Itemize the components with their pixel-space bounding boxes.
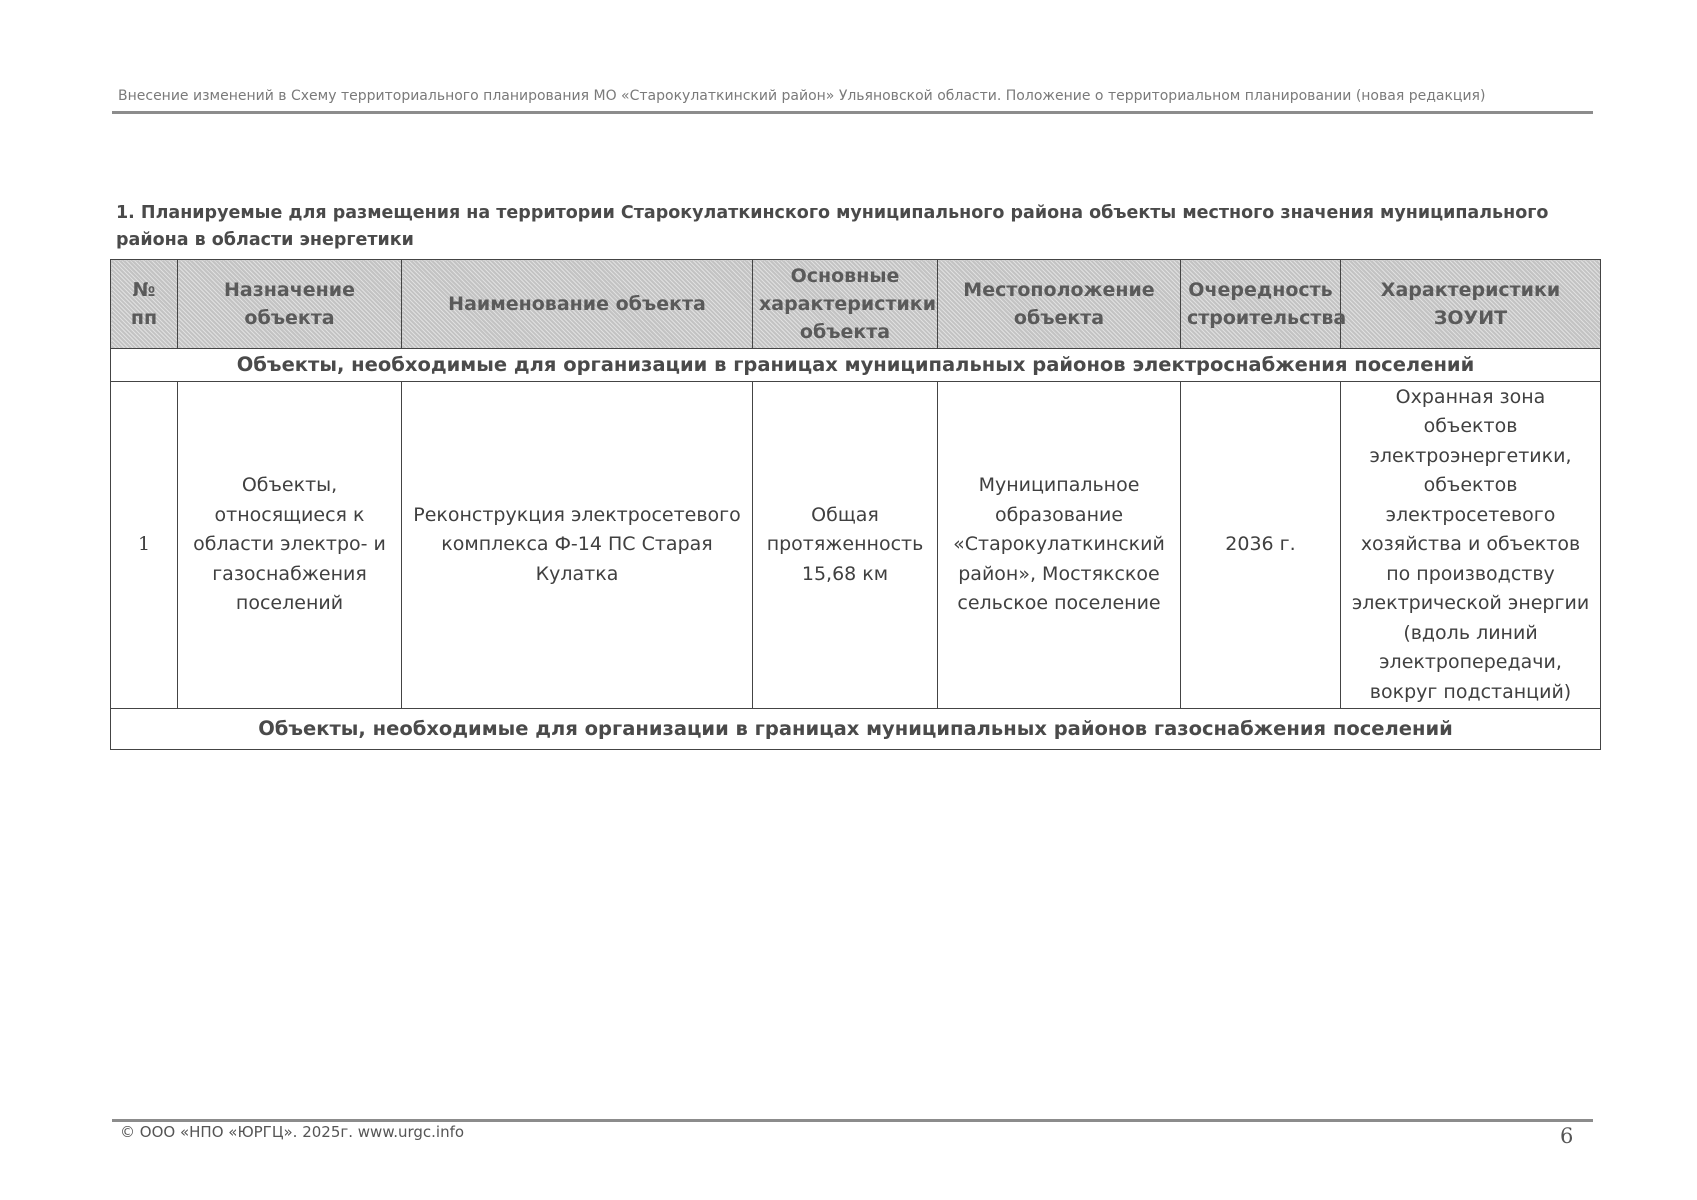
page-number: 6 <box>1560 1124 1574 1148</box>
group-row-electricity <box>111 349 1601 382</box>
header-characteristics: Основные характеристики объекта <box>753 260 938 349</box>
cell-name: Реконструкция электросетевого комплекса Ф-14 ПС Старая Кулатка <box>402 382 753 709</box>
cell-purpose: Объекты, относящиеся к области электро- и газоснабжения поселений <box>178 382 402 709</box>
cell-location: Муниципальное образование «Старокулаткинский район», Мостякское сельское поселение <box>938 382 1181 709</box>
cell-zouit: Охранная зона объектов электроэнергетики, объектов электросетевого хозяйства и объектов по производству электрической энергии (вдоль линий электропередачи, вокруг подстанций) <box>1341 382 1601 709</box>
objects-table-container <box>110 259 1600 750</box>
running-header: Внесение изменений в Схему территориального планирования МО «Старокулаткинский район» Ульяновской области. Положение о территориальном планировании (новая редакция) <box>118 88 1486 104</box>
header-name: Наименование объекта <box>402 260 753 349</box>
group-label-electricity: Объекты, необходимые для организации в границах муниципальных районов электроснабжения поселений <box>111 349 1601 382</box>
header-rule <box>112 111 1593 114</box>
header-number: № пп <box>111 260 178 349</box>
group-row-gas <box>111 709 1601 750</box>
table-header-row <box>111 260 1601 349</box>
table-row <box>111 382 1601 709</box>
section-title: 1. Планируемые для размещения на территории Старокулаткинского муниципального района объекты местного значения муниципального района в области энергетики <box>116 203 1549 250</box>
cell-stage: 2036 г. <box>1181 382 1341 709</box>
header-stage: Очередность строительства <box>1181 260 1341 349</box>
header-zouit: Характеристики ЗОУИТ <box>1341 260 1601 349</box>
footer-rule <box>112 1119 1593 1122</box>
header-purpose: Назначение объекта <box>178 260 402 349</box>
header-location: Местоположение объекта <box>938 260 1181 349</box>
cell-number: 1 <box>111 382 178 709</box>
cell-characteristics: Общая протяженность 15,68 км <box>753 382 938 709</box>
group-label-gas: Объекты, необходимые для организации в границах муниципальных районов газоснабжения поселений <box>111 709 1601 750</box>
objects-table <box>110 259 1601 750</box>
footer-copyright: © ООО «НПО «ЮРГЦ». 2025г. www.urgc.info <box>120 1123 465 1141</box>
